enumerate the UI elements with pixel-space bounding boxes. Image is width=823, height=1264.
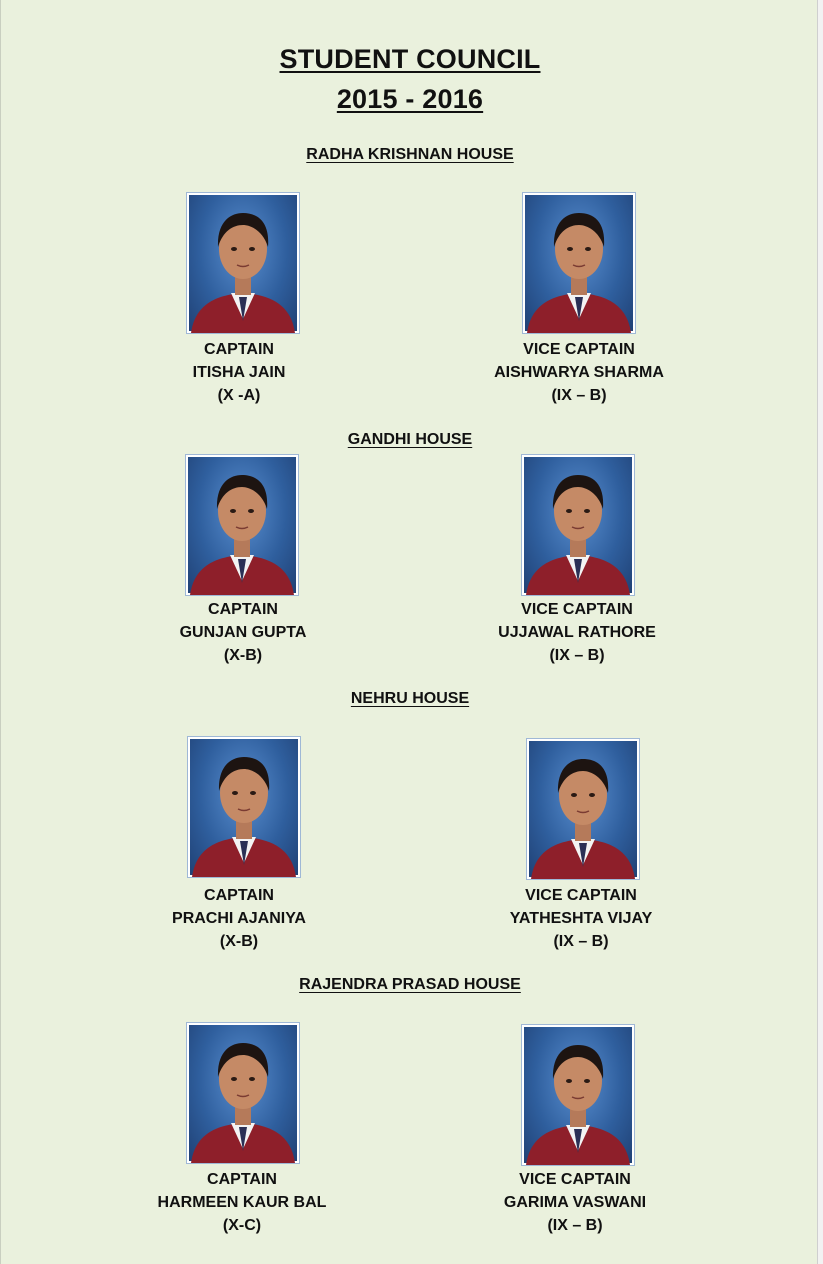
portrait-silhouette: [522, 1025, 634, 1165]
student-class: (IX – B): [551, 387, 607, 404]
role-label: VICE CAPTAIN: [519, 1171, 631, 1188]
portrait-silhouette: [186, 455, 298, 595]
vice-captain-caption: [467, 598, 687, 667]
portrait-silhouette: [523, 193, 635, 333]
student-photo: [185, 454, 299, 596]
captain-caption: [139, 884, 339, 953]
page-edge: [817, 0, 823, 1264]
student-name: PRACHI AJANIYA: [172, 910, 306, 927]
student-name: HARMEEN KAUR BAL: [157, 1194, 327, 1211]
house-heading: RAJENDRA PRASAD HOUSE: [299, 976, 521, 993]
role-label: CAPTAIN: [207, 1171, 277, 1188]
student-class: (IX – B): [547, 1217, 603, 1234]
captain-caption: [139, 338, 339, 407]
student-name: AISHWARYA SHARMA: [494, 364, 664, 381]
student-class: (X-C): [222, 1217, 262, 1234]
vice-captain-caption: [465, 1168, 685, 1237]
role-label: VICE CAPTAIN: [523, 341, 635, 358]
captain-caption: [132, 1168, 352, 1237]
document-title: STUDENT COUNCIL: [279, 44, 541, 74]
student-class: (IX – B): [553, 933, 609, 950]
house-heading: RADHA KRISHNAN HOUSE: [306, 146, 514, 163]
vice-captain-caption: [469, 338, 689, 407]
student-photo: [186, 192, 300, 334]
student-photo: [521, 1024, 635, 1166]
student-class: (X -A): [217, 387, 261, 404]
student-photo: [521, 454, 635, 596]
student-name: ITISHA JAIN: [192, 364, 286, 381]
role-label: CAPTAIN: [208, 601, 278, 618]
role-label: CAPTAIN: [204, 341, 274, 358]
captain-caption: [143, 598, 343, 667]
role-label: CAPTAIN: [204, 887, 274, 904]
portrait-silhouette: [522, 455, 634, 595]
student-class: (X-B): [219, 933, 259, 950]
student-photo: [187, 736, 301, 878]
house-heading: NEHRU HOUSE: [350, 690, 470, 707]
student-name: UJJAWAL RATHORE: [498, 624, 656, 641]
student-class: (X-B): [223, 647, 263, 664]
student-photo: [526, 738, 640, 880]
portrait-silhouette: [187, 1023, 299, 1163]
role-label: VICE CAPTAIN: [521, 601, 633, 618]
portrait-silhouette: [527, 739, 639, 879]
student-class: (IX – B): [549, 647, 605, 664]
portrait-silhouette: [187, 193, 299, 333]
student-name: GARIMA VASWANI: [503, 1194, 647, 1211]
house-heading: GANDHI HOUSE: [347, 431, 473, 448]
vice-captain-caption: [471, 884, 691, 953]
portrait-silhouette: [188, 737, 300, 877]
role-label: VICE CAPTAIN: [525, 887, 637, 904]
student-photo: [522, 192, 636, 334]
student-name: YATHESHTA VIJAY: [509, 910, 653, 927]
student-name: GUNJAN GUPTA: [179, 624, 307, 641]
student-photo: [186, 1022, 300, 1164]
document-year: 2015 - 2016: [336, 84, 484, 114]
